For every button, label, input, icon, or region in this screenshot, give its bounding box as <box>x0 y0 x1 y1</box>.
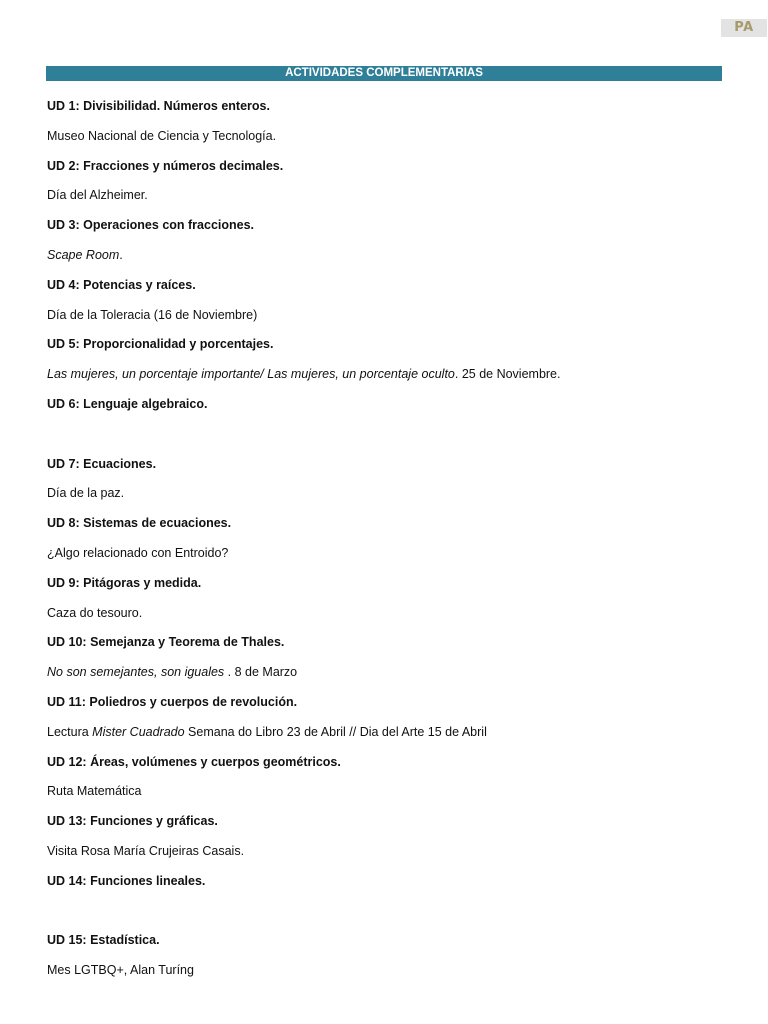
activity-text: . <box>119 248 123 262</box>
unit-title: UD 2: Fracciones y números decimales. <box>47 158 284 173</box>
activity-text: Lectura <box>47 724 93 739</box>
section-title-banner: ACTIVIDADES COMPLEMENTARIAS <box>46 66 722 81</box>
activity-text: Semana do Libro 23 de Abril // Dia del Arte 15 de Abril <box>184 724 487 739</box>
unit-activity <box>47 724 487 740</box>
page-corner-tag: PA <box>721 19 767 37</box>
unit-title: UD 1: Divisibilidad. Números enteros. <box>47 99 270 113</box>
unit-title: UD 8: Sistemas de ecuaciones. <box>47 516 232 531</box>
activity-text: Mes LGTBQ+, Alan Turíng <box>47 963 194 978</box>
unit-title: UD 7: Ecuaciones. <box>47 456 157 471</box>
activity-text: Día de la Toleracia (16 de Noviembre) <box>47 307 258 322</box>
activity-text: Caza do tesouro. <box>47 605 143 620</box>
unit-activity <box>47 366 560 382</box>
activity-italic-text: No son semejantes, son iguales <box>47 665 225 680</box>
unit-activity <box>47 843 244 859</box>
unit-title: UD 10: Semejanza y Teorema de Thales. <box>47 635 285 650</box>
unit-title: UD 6: Lenguaje algebraico. <box>47 397 208 411</box>
unit-activity <box>47 307 257 323</box>
unit-activity <box>47 664 297 680</box>
unit-activity <box>47 187 148 203</box>
unit-activity <box>47 605 142 621</box>
unit-title: UD 11: Poliedros y cuerpos de revolución. <box>47 695 298 709</box>
activity-italic-text: Mister Cuadrado <box>92 724 185 739</box>
unit-title: UD 3: Operaciones con fracciones. <box>47 218 255 233</box>
unit-activity <box>47 485 124 501</box>
activity-text: Ruta Matemática <box>47 784 142 799</box>
activity-text: ¿Algo relacionado con Entroido? <box>47 546 229 560</box>
activity-text: Visita Rosa María Crujeiras Casais. <box>47 844 245 858</box>
unit-title: UD 13: Funciones y gráficas. <box>47 814 218 829</box>
activity-text: Día del Alzheimer. <box>47 188 148 203</box>
activity-text: Museo Nacional de Ciencia y Tecnología. <box>47 128 277 143</box>
unit-activity <box>47 128 276 144</box>
activity-text: . 8 de Marzo <box>224 665 298 680</box>
unit-title: UD 15: Estadística. <box>47 933 160 948</box>
activity-text: . 25 de Noviembre. <box>454 367 561 382</box>
unit-title: UD 14: Funciones lineales. <box>47 873 206 888</box>
unit-title: UD 5: Proporcionalidad y porcentajes. <box>47 337 274 352</box>
unit-activity <box>47 962 194 978</box>
unit-title: UD 9: Pitágoras y medida. <box>47 575 202 590</box>
unit-activity <box>47 783 141 799</box>
unit-activity <box>47 545 228 561</box>
unit-activity <box>47 247 123 263</box>
activity-italic-text: Las mujeres, un porcentaje importante/ Las mujeres, un porcentaje oculto <box>47 367 455 382</box>
activity-text: Día de la paz. <box>47 486 125 501</box>
activity-italic-text: Scape Room <box>47 248 120 262</box>
unit-title: UD 4: Potencias y raíces. <box>47 277 196 292</box>
unit-title: UD 12: Áreas, volúmenes y cuerpos geométricos. <box>47 754 341 769</box>
